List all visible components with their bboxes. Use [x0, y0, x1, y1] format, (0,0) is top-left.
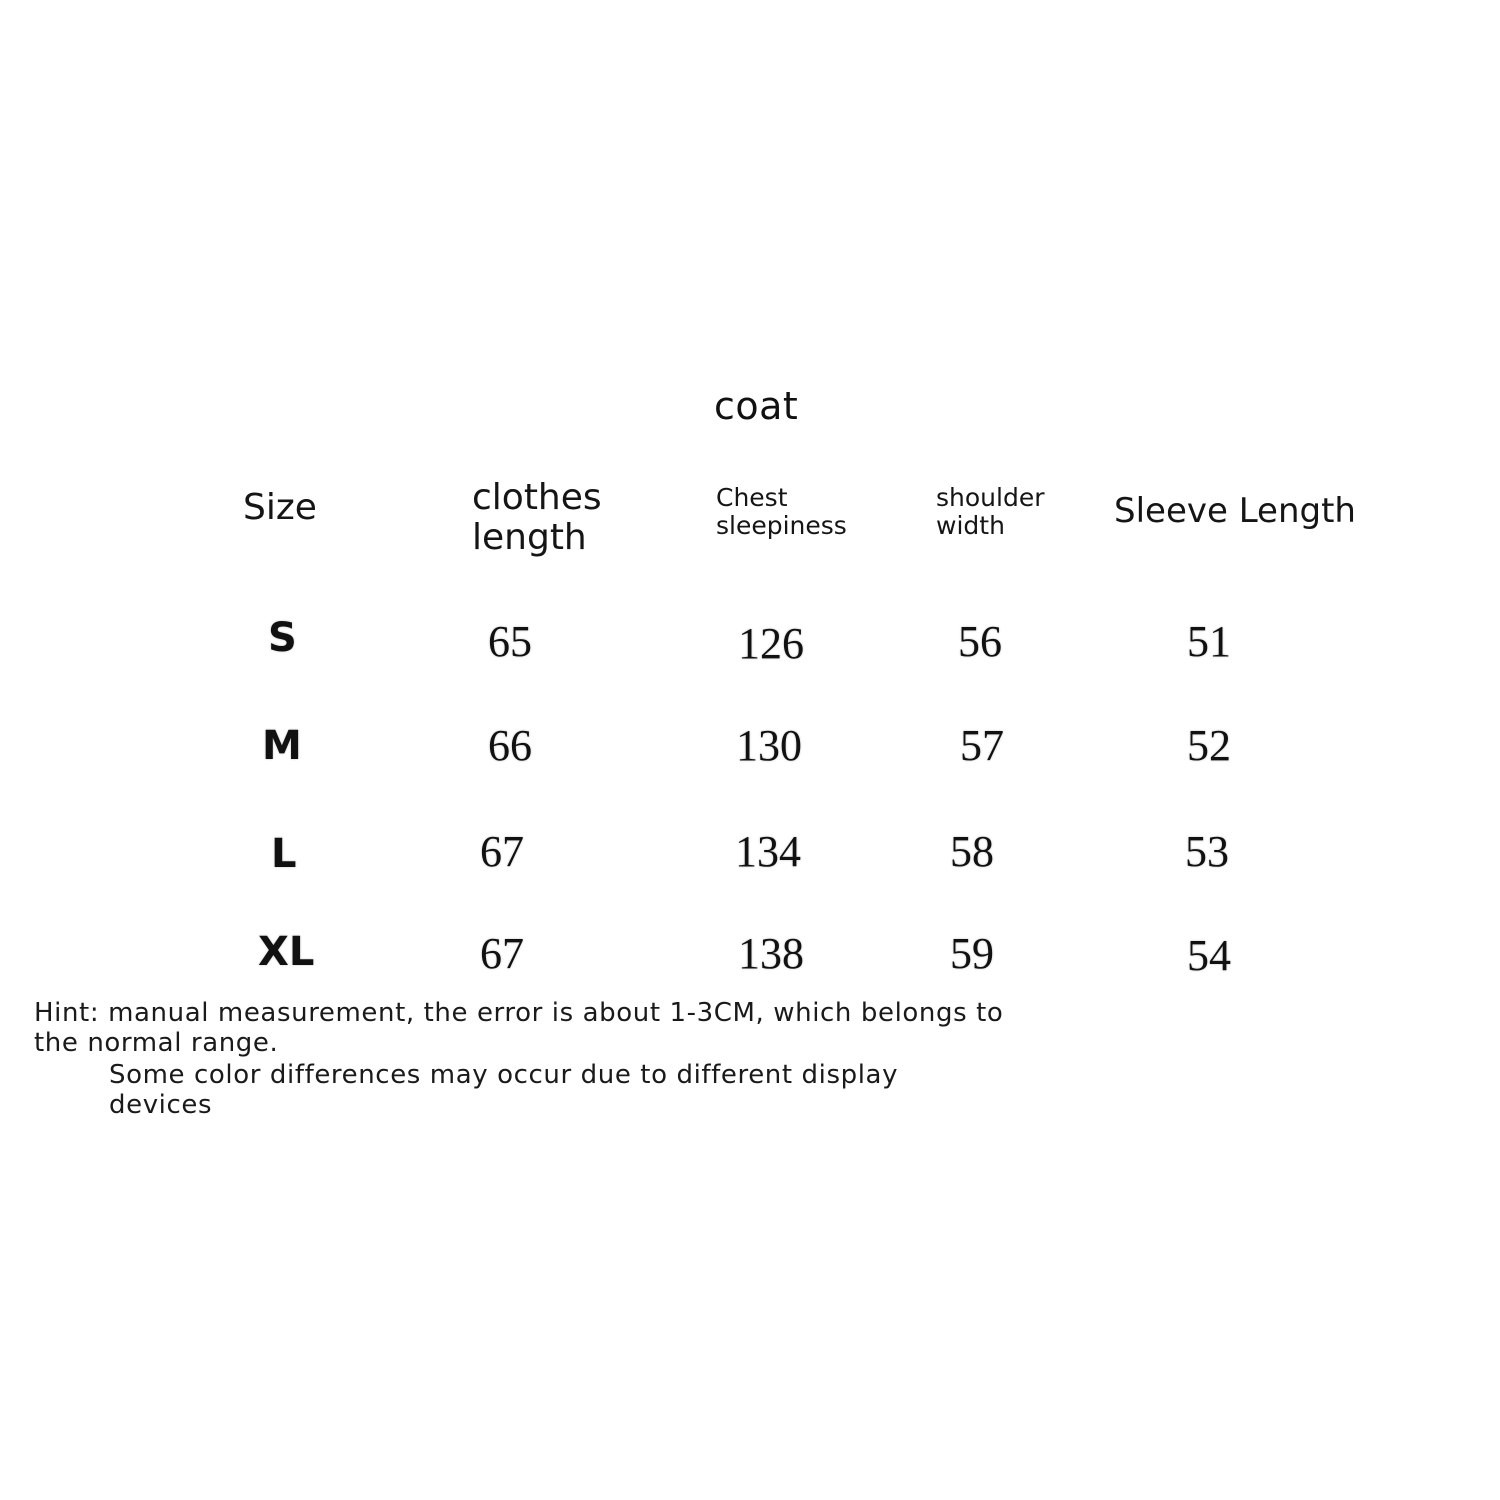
color-difference-note: Some color differences may occur due to different display devices	[109, 1060, 899, 1120]
measurement-hint: Hint: manual measurement, the error is about 1-3CM, which belongs to the normal range.	[34, 998, 1004, 1058]
row-m-clothes-length: 66	[488, 721, 532, 770]
row-l-shoulder: 58	[950, 827, 994, 876]
chart-title: coat	[714, 384, 799, 428]
row-l-clothes-length: 67	[480, 827, 524, 876]
row-xl-clothes-length: 67	[480, 929, 524, 978]
row-xl-chest: 138	[738, 929, 804, 978]
row-xl-shoulder: 59	[950, 929, 994, 978]
header-chest: Chest sleepiness	[716, 483, 847, 540]
row-l-size: L	[271, 831, 297, 877]
row-m-chest: 130	[736, 721, 802, 770]
row-s-shoulder: 56	[958, 617, 1002, 666]
row-s-clothes-length: 65	[488, 617, 532, 666]
row-s-chest: 126	[738, 619, 804, 668]
header-clothes-length: clothes length	[472, 477, 602, 558]
row-s-sleeve: 51	[1187, 617, 1231, 666]
header-sleeve-length: Sleeve Length	[1114, 491, 1356, 531]
row-m-shoulder: 57	[960, 721, 1004, 770]
row-xl-size: XL	[258, 929, 315, 975]
row-l-sleeve: 53	[1185, 827, 1229, 876]
row-xl-sleeve: 54	[1187, 931, 1231, 980]
row-m-sleeve: 52	[1187, 721, 1231, 770]
row-l-chest: 134	[735, 827, 801, 876]
header-size: Size	[243, 487, 317, 528]
row-m-size: M	[262, 723, 302, 769]
row-s-size: S	[268, 615, 297, 661]
header-shoulder-width: shoulder width	[936, 483, 1045, 540]
